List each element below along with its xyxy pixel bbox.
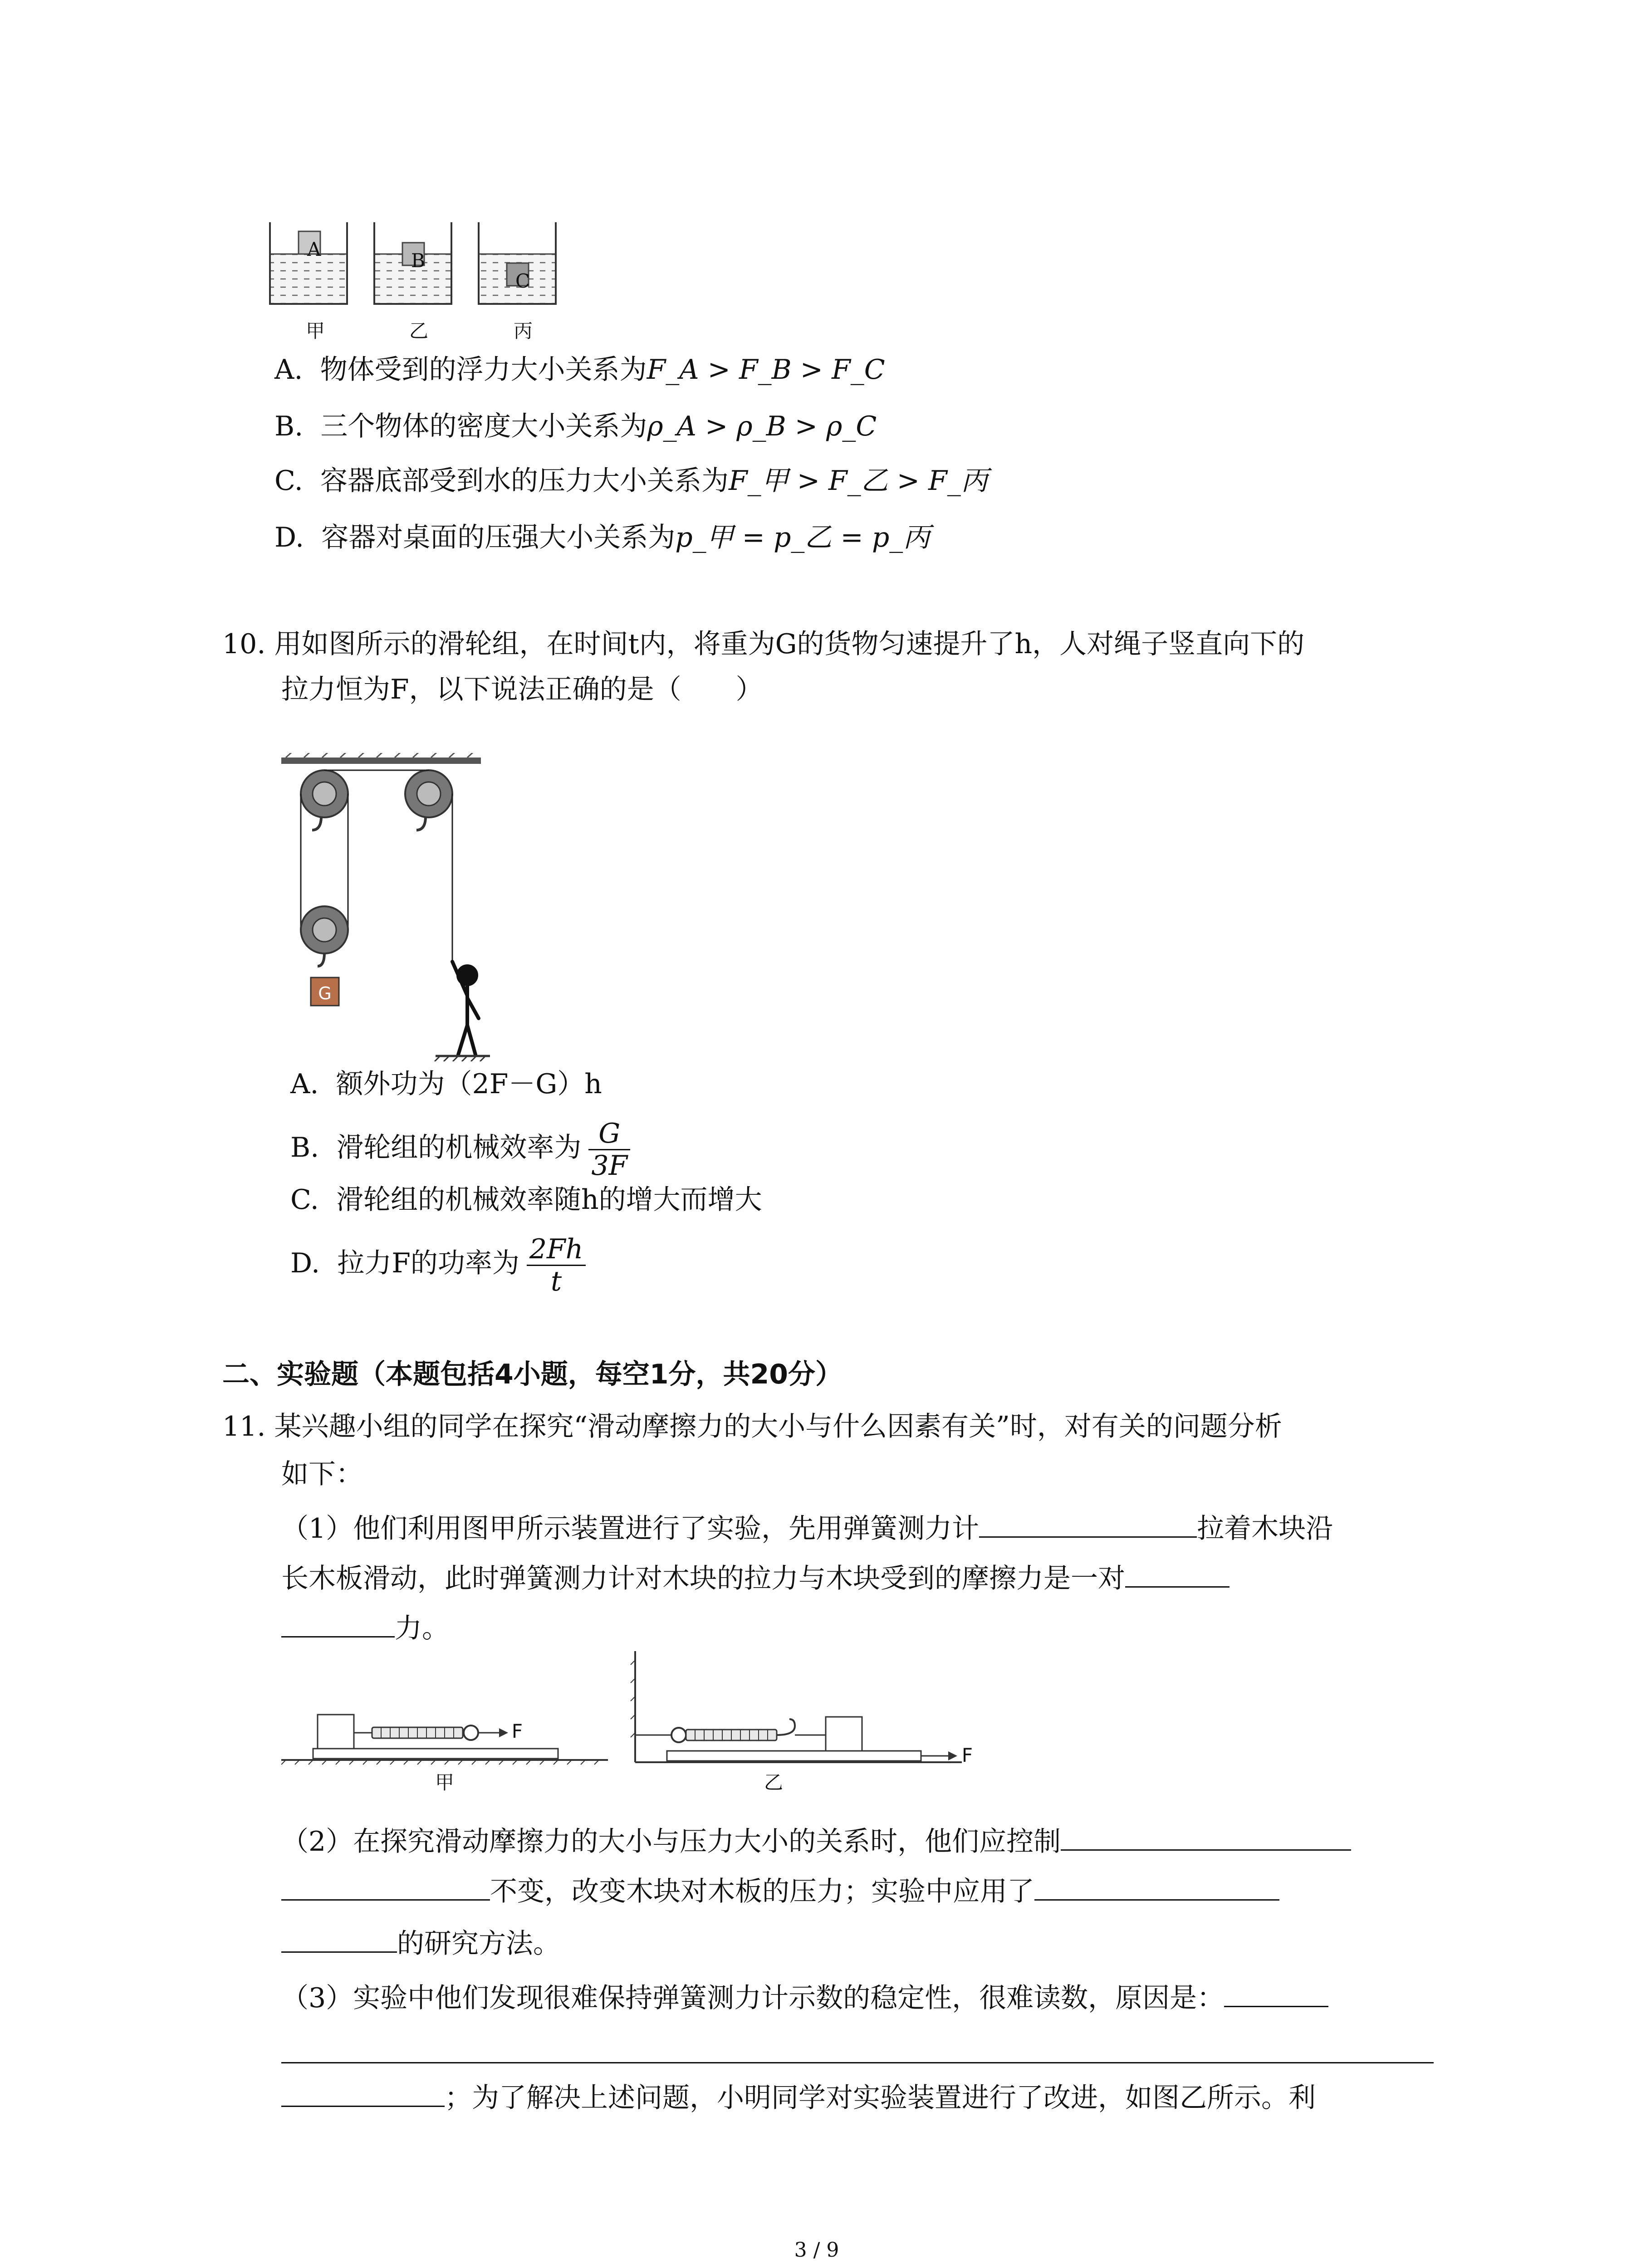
q11-number: 11.	[222, 1411, 266, 1442]
q11-part1-line2: 长木板滑动，此时弹簧测力计对木块的拉力与木块受到的摩擦力是一对	[281, 1560, 1230, 1597]
q9-option-a-expr: F_A > F_B > F_C	[647, 354, 885, 386]
q11-part1-line1: （1）他们利用图甲所示装置进行了实验，先用弹簧测力计 拉着木块沿	[281, 1510, 1333, 1547]
q11-blank-3b[interactable]	[281, 1874, 490, 1901]
q11-blank-2a[interactable]	[1125, 1561, 1230, 1588]
beaker-label-bing: 丙	[513, 320, 533, 342]
q11-blank-5c[interactable]	[281, 2080, 445, 2107]
q11-blank-2b[interactable]	[281, 1611, 395, 1637]
weight-label: G	[318, 983, 332, 1003]
q11-part3-line2: ；为了解决上述问题，小明同学对实验装置进行了改进，如图乙所示。利	[281, 2080, 1316, 2116]
q10-option-b-fraction: $\frac{G}{3F}$	[588, 1118, 630, 1181]
q11-part2-line2: 不变，改变木块对木板的压力；实验中应用了	[281, 1873, 1279, 1910]
q11-stem-line1: 11. 某兴趣小组的同学在探究“滑动摩擦力的大小与什么因素有关”时，对有关的问题分析	[222, 1411, 1282, 1442]
movable-pulley	[301, 906, 348, 966]
block-b-label: B	[411, 249, 425, 272]
q11-blank-4b[interactable]	[281, 1926, 397, 1953]
fixed-pulley-right	[405, 770, 452, 830]
q10-option-d-fraction: $\frac{2Fh}{t}$	[527, 1234, 586, 1297]
pulley-system-figure	[272, 753, 490, 1061]
figure-label-yi: 乙	[764, 1771, 783, 1794]
friction-experiment-figure	[281, 1651, 980, 1783]
figure-label-jia: 甲	[435, 1771, 454, 1794]
q11-stem-line2: 如下：	[281, 1458, 363, 1490]
q11-blank-4a[interactable]	[1034, 1874, 1279, 1901]
page-number: 3 / 9	[794, 2239, 839, 2262]
wood-block-yi	[826, 1717, 862, 1751]
beaker-label-jia: 甲	[305, 320, 325, 342]
friction-setup-jia	[281, 1715, 608, 1765]
q9-option-d: D. 容器对桌面的压强大小关系为p_甲 = p_乙 = p_丙	[274, 522, 931, 553]
q10-number: 10.	[222, 628, 266, 660]
q9-option-c-expr: F_甲 > F_乙 > F_丙	[729, 465, 988, 497]
q11-part2-line3: 的研究方法。	[281, 1926, 560, 1962]
block-a-label: A	[307, 238, 321, 260]
q10-stem-line2: 拉力恒为F，以下说法正确的是（ ）	[281, 674, 763, 705]
q11-blank-3a[interactable]	[1061, 1824, 1351, 1851]
section2-title: 二、实验题（本题包括4小题，每空1分，共20分）	[222, 1359, 843, 1390]
q9-option-b-expr: ρ_A > ρ_B > ρ_C	[647, 411, 877, 442]
person-figure	[452, 962, 479, 1055]
q9-option-b: B. 三个物体的密度大小关系为ρ_A > ρ_B > ρ_C	[274, 411, 877, 442]
q11-blank-5b[interactable]	[281, 2062, 1434, 2063]
q10-option-d: D. 拉力F的功率为 $\frac{2Fh}{t}$	[290, 1225, 586, 1302]
block-c-label: C	[515, 270, 530, 292]
beaker-jia	[270, 222, 347, 304]
q11-part3-line1: （3）实验中他们发现很难保持弹簧测力计示数的稳定性，很难读数，原因是：	[281, 1980, 1328, 2016]
force-label-jia: F	[511, 1720, 523, 1742]
q11-part1-line3: 力。	[281, 1610, 449, 1647]
q10-option-c: C. 滑轮组的机械效率随h的增大而增大	[290, 1184, 762, 1216]
q9-option-c: C. 容器底部受到水的压力大小关系为F_甲 > F_乙 > F_丙	[274, 465, 988, 497]
q11-part2-line1: （2）在探究滑动摩擦力的大小与压力大小的关系时，他们应控制	[281, 1823, 1351, 1860]
q11-blank-5a[interactable]	[1224, 1980, 1328, 2007]
q10-stem-line1: 10. 用如图所示的滑轮组，在时间t内，将重为G的货物匀速提升了h，人对绳子竖直向下的	[222, 628, 1305, 660]
q9-option-a: A. 物体受到的浮力大小关系为F_A > F_B > F_C	[274, 354, 885, 386]
beaker-label-yi: 乙	[409, 320, 428, 342]
q10-option-a: A. 额外功为（2F－G）h	[290, 1068, 602, 1100]
q10-option-b: B. 滑轮组的机械效率为 $\frac{G}{3F}$	[290, 1111, 630, 1184]
q9-option-d-expr: p_甲 = p_乙 = p_丙	[675, 522, 931, 553]
wood-block-jia	[318, 1715, 354, 1749]
fixed-pulley-left	[301, 770, 348, 830]
friction-setup-yi	[631, 1651, 962, 1762]
q11-blank-1[interactable]	[979, 1511, 1197, 1538]
force-label-yi: F	[961, 1744, 973, 1766]
